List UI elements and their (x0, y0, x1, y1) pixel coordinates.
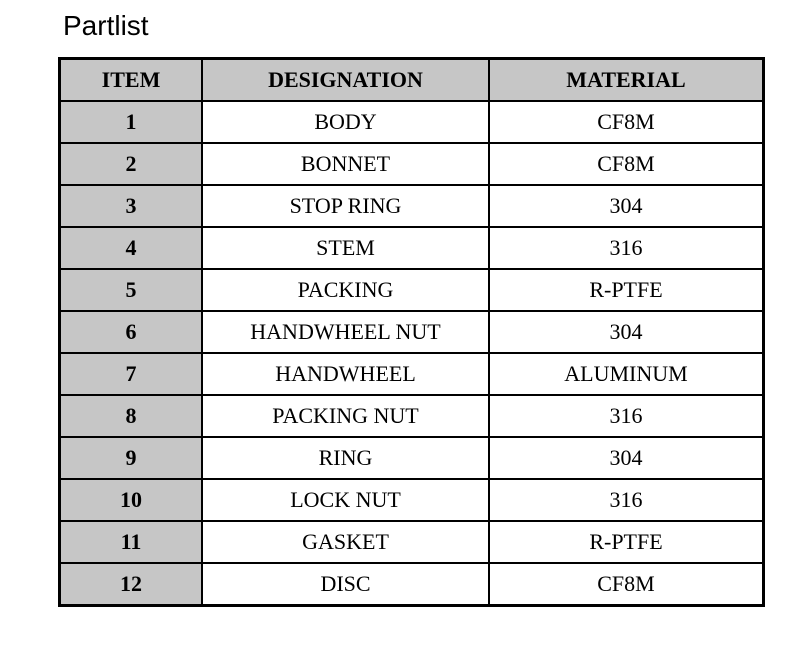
item-number-cell: 7 (60, 353, 203, 395)
designation-cell: BONNET (202, 143, 489, 185)
material-cell: CF8M (489, 101, 764, 143)
partlist-table (58, 57, 765, 607)
table-row (60, 143, 764, 185)
table-row (60, 101, 764, 143)
material-cell: 316 (489, 395, 764, 437)
designation-cell: STEM (202, 227, 489, 269)
designation-cell: STOP RING (202, 185, 489, 227)
designation-cell: GASKET (202, 521, 489, 563)
header-designation: DESIGNATION (202, 59, 489, 102)
item-number-cell: 1 (60, 101, 203, 143)
item-number-cell: 12 (60, 563, 203, 606)
material-cell: R-PTFE (489, 521, 764, 563)
item-number-cell: 5 (60, 269, 203, 311)
designation-cell: HANDWHEEL NUT (202, 311, 489, 353)
material-cell: CF8M (489, 143, 764, 185)
item-number-cell: 11 (60, 521, 203, 563)
material-cell: 304 (489, 185, 764, 227)
header-material: MATERIAL (489, 59, 764, 102)
table-row (60, 437, 764, 479)
item-number-cell: 9 (60, 437, 203, 479)
material-cell: 316 (489, 479, 764, 521)
page-title: Partlist (63, 10, 149, 41)
material-cell: CF8M (489, 563, 764, 606)
material-cell: R-PTFE (489, 269, 764, 311)
material-cell: 304 (489, 437, 764, 479)
table-row (60, 185, 764, 227)
item-number-cell: 10 (60, 479, 203, 521)
designation-cell: HANDWHEEL (202, 353, 489, 395)
designation-cell: BODY (202, 101, 489, 143)
item-number-cell: 3 (60, 185, 203, 227)
designation-cell: DISC (202, 563, 489, 606)
material-cell: 316 (489, 227, 764, 269)
table-row (60, 479, 764, 521)
table-row (60, 395, 764, 437)
table-row (60, 563, 764, 606)
item-number-cell: 2 (60, 143, 203, 185)
designation-cell: LOCK NUT (202, 479, 489, 521)
table-row (60, 311, 764, 353)
table-row (60, 269, 764, 311)
designation-cell: PACKING (202, 269, 489, 311)
item-number-cell: 6 (60, 311, 203, 353)
table-row (60, 521, 764, 563)
table-row (60, 227, 764, 269)
table-header-row (60, 59, 764, 102)
table-row (60, 353, 764, 395)
material-cell: ALUMINUM (489, 353, 764, 395)
header-item: ITEM (60, 59, 203, 102)
item-number-cell: 8 (60, 395, 203, 437)
designation-cell: PACKING NUT (202, 395, 489, 437)
material-cell: 304 (489, 311, 764, 353)
designation-cell: RING (202, 437, 489, 479)
item-number-cell: 4 (60, 227, 203, 269)
